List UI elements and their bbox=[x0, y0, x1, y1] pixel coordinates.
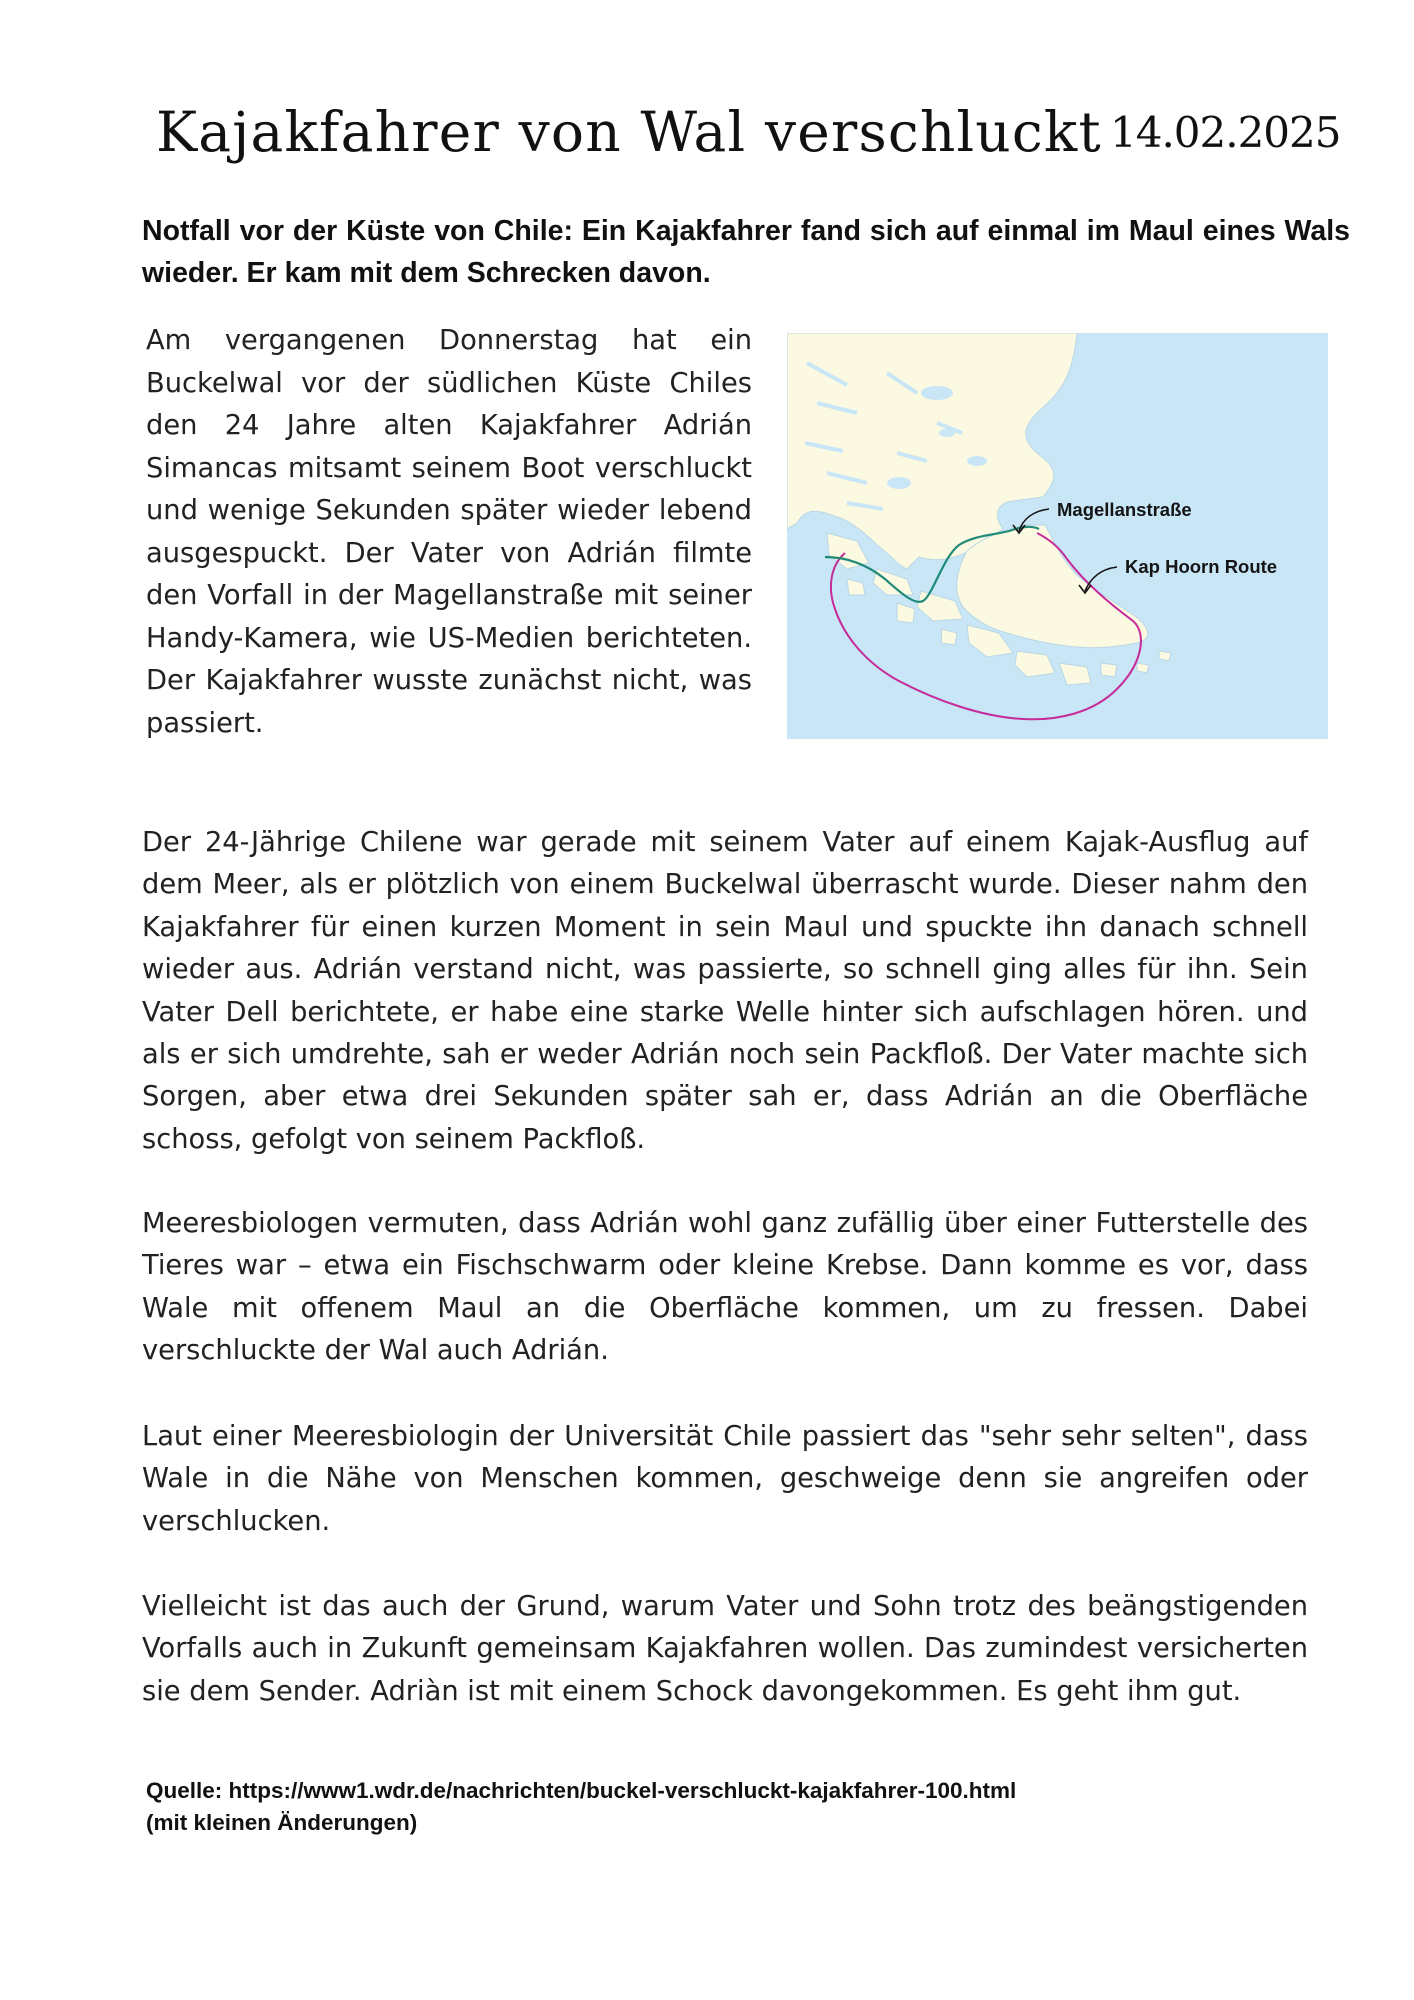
article-title: Kajakfahrer von Wal verschluckt bbox=[156, 100, 1102, 164]
map-lake bbox=[967, 456, 987, 466]
paragraph-1: Am vergangenen Donnerstag hat ein Buckelwal vor der südlichen Küste Chiles den 24 Jahre alten Kajakfahrer Adrián Simancas mitsamt seinem Boot verschluckt und wenige Sekunden später wieder lebend ausgespuckt. Der Vater von Adrián filmte den Vorfall in der Magellanstraße mit seiner Handy-Kamera, wie US-Medien berichteten. Der Kajakfahrer wusste zunächst nicht, was passiert. bbox=[146, 325, 752, 739]
map-lake bbox=[887, 477, 911, 489]
paragraph-4: Laut einer Meeresbiologin der Universität Chile passiert das "sehr sehr selten", dass Wale in die Nähe von Menschen kommen, geschweige denn sie angreifen oder verschlucken. bbox=[142, 1421, 1308, 1537]
source-url: Quelle: https://www1.wdr.de/nachrichten/buckel-verschluckt-kajakfahrer-100.html bbox=[146, 1778, 1017, 1803]
map-label-cape-horn: Kap Hoorn Route bbox=[1125, 556, 1278, 577]
paragraph-3: Meeresbiologen vermuten, dass Adrián wohl ganz zufällig über einer Futterstelle des Tieres war – etwa ein Fischschwarm oder kleine Krebse. Dann komme es vor, dass Wale mit offenem Maul an die Oberfläche kommen, um zu fressen. Dabei verschluckte der Wal auch Adrián. bbox=[142, 1208, 1308, 1367]
map-lake bbox=[921, 386, 953, 400]
article-lead: Notfall vor der Küste von Chile: Ein Kajakfahrer fand sich auf einmal im Maul eines Wals wieder. Er kam mit dem Schrecken davon. bbox=[142, 215, 1350, 289]
map-lake bbox=[939, 429, 955, 437]
paragraph-2: Der 24-Jährige Chilene war gerade mit seinem Vater auf einem Kajak-Ausflug auf dem Meer, als er plötzlich von einem Buckelwal überrascht wurde. Dieser nahm den Kajakfahrer für einen kurzen Moment in sein Maul und spuckte ihn danach schnell wieder aus. Adrián verstand nicht, was passierte, so schnell ging alles für ihn. Sein Vater Dell berichtete, er habe eine starke Welle hinter sich aufschlagen hören. und als er sich umdrehte, sah er weder Adrián noch sein Packfloß. Der Vater machte sich Sorgen, aber etwa drei Sekunden später sah er, dass Adrián an die Oberfläche schoss, gefolgt von seinem Packfloß. bbox=[142, 827, 1308, 1155]
map-svg bbox=[787, 333, 1328, 739]
paragraph-5: Vielleicht ist das auch der Grund, warum Vater und Sohn trotz des beängstigenden Vorfalls auch in Zukunft gemeinsam Kajakfahren wollen. Das zumindest versicherten sie dem Sender. Adriàn ist mit einem Schock davongekommen. Es geht ihm gut. bbox=[142, 1591, 1308, 1707]
source-note-changes: (mit kleinen Änderungen) bbox=[146, 1810, 418, 1835]
map-figure bbox=[787, 333, 1328, 739]
map-label-strait: Magellanstraße bbox=[1057, 499, 1192, 520]
article-date: 14.02.2025 bbox=[1110, 108, 1341, 157]
source-note bbox=[146, 1775, 1296, 1839]
